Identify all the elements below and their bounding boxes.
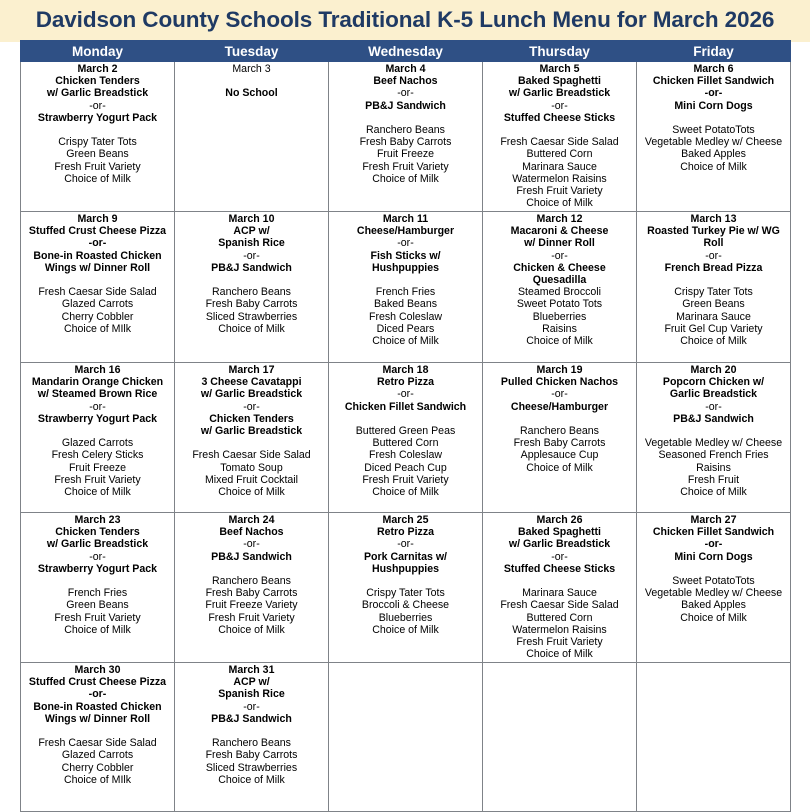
side-item: Fruit Freeze Variety — [205, 599, 298, 612]
spacer — [175, 437, 328, 449]
day-cell — [329, 62, 483, 212]
day-cell — [329, 212, 483, 363]
side-item: Choice of Milk — [218, 773, 285, 786]
entree-item: Chicken Tenders w/ Garlic Breadstick — [46, 526, 149, 551]
spacer — [329, 112, 482, 124]
spacer — [21, 425, 174, 437]
entree-item: ACP w/ Spanish Rice — [218, 676, 285, 701]
side-item: Fresh Baby Carrots — [359, 136, 452, 149]
spacer — [637, 563, 790, 575]
entree-item: PB&J Sandwich — [211, 712, 292, 725]
side-item: Watermelon Raisins — [512, 623, 607, 636]
side-item: Fresh Caesar Side Salad — [500, 599, 619, 612]
side-item: Fresh Fruit Variety — [54, 160, 141, 173]
entree-item: Strawberry Yogurt Pack — [37, 111, 158, 124]
or-separator: -or- — [551, 99, 568, 112]
or-separator: -or- — [397, 87, 414, 100]
or-separator: -or- — [243, 700, 260, 713]
entree-item: -or- — [88, 237, 107, 250]
day-cell — [21, 663, 175, 812]
side-item: Fresh Fruit Variety — [362, 160, 449, 173]
side-item: Green Beans — [66, 599, 129, 612]
side-item: Tomato Soup — [220, 461, 283, 474]
day-date: March 5 — [539, 63, 580, 75]
entree-item: ACP w/ Spanish Rice — [218, 225, 285, 250]
side-item: Fruit Freeze — [68, 461, 127, 474]
side-item: Cherry Cobbler — [61, 761, 134, 774]
weekday-header: Friday — [637, 41, 791, 62]
day-date: March 3 — [232, 63, 271, 75]
entree-item: Chicken Fillet Sandwich — [652, 75, 775, 88]
side-item: Fresh Caesar Side Salad — [38, 286, 157, 299]
entree-item: 3 Cheese Cavatappi w/ Garlic Breadstick — [200, 376, 303, 401]
side-item: Vegetable Medley w/ Cheese — [644, 437, 783, 450]
or-separator: -or- — [243, 249, 260, 262]
day-date: March 16 — [74, 364, 121, 376]
side-item: Ranchero Beans — [366, 124, 445, 136]
or-separator: -or- — [705, 249, 722, 262]
spacer — [21, 274, 174, 286]
entree-item: PB&J Sandwich — [211, 550, 292, 563]
entree-item: Chicken Tenders w/ Garlic Breadstick — [200, 412, 303, 438]
side-item: Choice of Milk — [64, 486, 131, 499]
side-item: Green Beans — [66, 148, 129, 161]
spacer — [21, 575, 174, 587]
spacer — [329, 274, 482, 286]
or-separator: -or- — [89, 99, 106, 112]
week-row — [21, 663, 791, 812]
side-item: Blueberries — [532, 310, 587, 323]
entree-item: Retro Pizza — [376, 526, 435, 539]
entree-item: -or- — [704, 87, 723, 100]
entree-item: Chicken Fillet Sandwich — [652, 526, 775, 539]
side-item: Glazed Carrots — [61, 437, 134, 450]
day-date: March 12 — [536, 213, 583, 225]
entree-item: Beef Nachos — [373, 75, 438, 88]
weekday-header: Thursday — [483, 41, 637, 62]
entree-item: Baked Spaghetti w/ Garlic Breadstick — [508, 526, 611, 551]
spacer — [483, 413, 636, 425]
side-item: Choice of MIlk — [63, 773, 132, 786]
day-cell — [329, 363, 483, 513]
day-date: March 13 — [690, 213, 737, 225]
side-item: Fresh Fruit — [687, 473, 740, 486]
side-item: Fruit Gel Cup Variety — [664, 322, 763, 335]
side-item: French Fries — [67, 587, 128, 600]
entree-item: Retro Pizza — [376, 376, 435, 389]
side-item: Blueberries — [378, 611, 433, 624]
entree-item: Baked Spaghetti w/ Garlic Breadstick — [508, 75, 611, 100]
day-date: March 24 — [228, 514, 275, 526]
side-item: Sliced Strawberries — [205, 310, 298, 323]
side-item: Baked Beans — [373, 298, 438, 311]
side-item: Marinara Sauce — [522, 587, 597, 600]
side-item: Choice of Milk — [680, 160, 747, 173]
day-date: March 9 — [77, 213, 118, 225]
day-cell — [637, 212, 791, 363]
side-item: Crispy Tater Tots — [366, 587, 445, 600]
side-item: Sliced Strawberries — [205, 761, 298, 774]
side-item: Buttered Corn — [372, 437, 439, 450]
side-item: Fresh Fruit Variety — [54, 473, 141, 486]
menu-calendar — [20, 40, 791, 812]
side-item: Steamed Broccoli — [517, 286, 602, 299]
side-item: Seasoned French Fries — [658, 449, 769, 462]
page-title: Davidson County Schools Traditional K-5 Lunch Menu for March 2026 — [35, 7, 775, 32]
side-item: Fresh Baby Carrots — [205, 749, 298, 762]
spacer — [175, 725, 328, 737]
side-item: Choice of Milk — [526, 461, 593, 474]
side-item: French Fries — [375, 286, 436, 299]
side-item: Applesauce Cup — [520, 449, 599, 462]
side-item: Choice of MIlk — [63, 322, 132, 335]
side-item: Diced Pears — [376, 322, 435, 335]
entree-item: Bone-in Roasted Chicken Wings w/ Dinner Roll — [33, 700, 162, 725]
day-cell — [637, 363, 791, 513]
side-item: Crispy Tater Tots — [674, 286, 753, 299]
or-separator: -or- — [89, 550, 106, 563]
entree-item: Strawberry Yogurt Pack — [37, 412, 158, 425]
side-item: Fresh Coleslaw — [368, 449, 442, 462]
side-item: Fresh Caesar Side Salad — [38, 737, 157, 750]
side-item: Choice of Milk — [218, 322, 285, 335]
side-item: Fresh Coleslaw — [368, 310, 442, 323]
side-item: Choice of Milk — [218, 486, 285, 499]
entree-item: Stuffed Crust Cheese Pizza — [28, 676, 167, 689]
side-item: Sweet PotatoTots — [672, 124, 755, 136]
entree-item: Mandarin Orange Chicken w/ Steamed Brown Rice — [31, 376, 164, 401]
empty-day-cell — [637, 663, 791, 812]
empty-day-cell — [329, 663, 483, 812]
week-row — [21, 363, 791, 513]
side-item: Choice of Milk — [526, 648, 593, 661]
day-date: March 4 — [385, 63, 426, 75]
day-date: March 18 — [382, 364, 429, 376]
entree-item: PB&J Sandwich — [673, 412, 754, 425]
entree-item: Stuffed Crust Cheese Pizza — [28, 225, 167, 238]
day-cell — [175, 212, 329, 363]
side-item: Crispy Tater Tots — [58, 136, 137, 149]
side-item: Choice of Milk — [680, 611, 747, 624]
entree-item: No School — [225, 87, 278, 100]
spacer — [637, 112, 790, 124]
side-item: Choice of Milk — [372, 623, 439, 636]
day-date: March 2 — [77, 63, 118, 75]
day-date: March 6 — [693, 63, 734, 75]
day-date: March 25 — [382, 514, 429, 526]
side-item: Green Beans — [682, 298, 745, 311]
spacer — [483, 575, 636, 587]
entree-item: Stuffed Cheese Sticks — [503, 111, 616, 124]
day-cell — [637, 513, 791, 663]
day-date: March 17 — [228, 364, 275, 376]
entree-item: Chicken Fillet Sandwich — [344, 400, 467, 413]
entree-item: Fish Sticks w/ Hushpuppies — [370, 249, 441, 274]
side-item: Glazed Carrots — [61, 298, 134, 311]
side-item: Fruit Freeze — [376, 148, 435, 161]
day-date: March 11 — [382, 213, 429, 225]
or-separator: -or- — [705, 400, 722, 413]
or-separator: -or- — [551, 550, 568, 563]
day-date: March 19 — [536, 364, 583, 376]
side-item: Glazed Carrots — [61, 749, 134, 762]
entree-item: PB&J Sandwich — [211, 261, 292, 274]
day-cell — [175, 62, 329, 212]
side-item: Vegetable Medley w/ Cheese — [644, 587, 783, 600]
spacer — [175, 75, 328, 87]
or-separator: -or- — [243, 538, 260, 551]
side-item: Raisins — [542, 322, 577, 335]
entree-item: Popcorn Chicken w/ Garlic Breadstick — [662, 376, 765, 401]
side-item: Fresh Fruit Variety — [362, 473, 449, 486]
side-item: Ranchero Beans — [212, 286, 291, 299]
side-item: Baked Apples — [681, 148, 746, 161]
spacer — [329, 575, 482, 587]
side-item: Marinara Sauce — [676, 310, 751, 323]
entree-item: Mini Corn Dogs — [674, 99, 753, 112]
side-item: Mixed Fruit Cocktail — [204, 473, 298, 486]
side-item: Choice of Milk — [218, 623, 285, 636]
entree-item: Mini Corn Dogs — [674, 550, 753, 563]
day-date: March 20 — [690, 364, 737, 376]
day-cell — [483, 62, 637, 212]
side-item: Fresh Baby Carrots — [205, 587, 298, 600]
day-date: March 23 — [74, 514, 121, 526]
side-item: Raisins — [696, 461, 731, 474]
side-item: Fresh Celery Sticks — [51, 449, 144, 462]
side-item: Choice of Milk — [526, 197, 593, 210]
spacer — [175, 274, 328, 286]
side-item: Choice of Milk — [64, 623, 131, 636]
week-row — [21, 212, 791, 363]
side-item: Ranchero Beans — [212, 575, 291, 587]
week-row — [21, 62, 791, 212]
entree-item: Bone-in Roasted Chicken Wings w/ Dinner Roll — [33, 249, 162, 274]
or-separator: -or- — [551, 249, 568, 262]
week-row — [21, 513, 791, 663]
day-cell — [21, 62, 175, 212]
day-cell — [483, 513, 637, 663]
entree-item: Chicken & Cheese Quesadilla — [513, 261, 606, 287]
side-item: Choice of Milk — [372, 335, 439, 348]
side-item: Choice of Milk — [526, 335, 593, 348]
day-cell — [21, 513, 175, 663]
side-item: Ranchero Beans — [212, 737, 291, 750]
empty-day-cell — [483, 663, 637, 812]
side-item: Watermelon Raisins — [512, 172, 607, 185]
side-item: Fresh Fruit Variety — [208, 611, 295, 624]
entree-item: Roasted Turkey Pie w/ WG Roll — [647, 225, 780, 250]
side-item: Ranchero Beans — [520, 425, 599, 437]
or-separator: -or- — [551, 388, 568, 401]
day-date: March 31 — [228, 664, 275, 676]
entree-item: -or- — [704, 538, 723, 551]
side-item: Fresh Fruit Variety — [516, 636, 603, 649]
entree-item: PB&J Sandwich — [365, 99, 446, 112]
day-cell — [483, 212, 637, 363]
weekday-header: Tuesday — [175, 41, 329, 62]
entree-item: French Bread Pizza — [664, 261, 763, 274]
side-item: Sweet Potato Tots — [516, 298, 603, 311]
side-item: Vegetable Medley w/ Cheese — [644, 136, 783, 149]
side-item: Choice of Milk — [680, 335, 747, 348]
entree-item: Chicken Tenders w/ Garlic Breadstick — [46, 75, 149, 100]
entree-item: Cheese/Hamburger — [356, 225, 455, 238]
side-item: Buttered Green Peas — [355, 425, 456, 437]
side-item: Choice of Milk — [372, 172, 439, 185]
entree-item: Pork Carnitas w/ Hushpuppies — [363, 550, 447, 575]
side-item: Fresh Caesar Side Salad — [500, 136, 619, 149]
spacer — [329, 413, 482, 425]
spacer — [21, 124, 174, 136]
side-item: Cherry Cobbler — [61, 310, 134, 323]
entree-item: Macaroni & Cheese w/ Dinner Roll — [510, 225, 609, 250]
side-item: Buttered Corn — [526, 611, 593, 624]
spacer — [637, 425, 790, 437]
or-separator: -or- — [243, 400, 260, 413]
spacer — [21, 725, 174, 737]
day-date: March 30 — [74, 664, 121, 676]
entree-item: -or- — [88, 688, 107, 701]
day-cell — [175, 513, 329, 663]
side-item: Choice of Milk — [64, 172, 131, 185]
day-date: March 26 — [536, 514, 583, 526]
entree-item: Beef Nachos — [219, 526, 284, 539]
entree-item: Pulled Chicken Nachos — [500, 376, 619, 389]
weekday-header: Wednesday — [329, 41, 483, 62]
day-cell — [175, 363, 329, 513]
side-item: Fresh Baby Carrots — [513, 437, 606, 450]
side-item: Fresh Fruit Variety — [54, 611, 141, 624]
day-cell — [637, 62, 791, 212]
entree-item: Strawberry Yogurt Pack — [37, 562, 158, 575]
weekday-header: Monday — [21, 41, 175, 62]
day-date: March 10 — [228, 213, 275, 225]
or-separator: -or- — [397, 388, 414, 401]
or-separator: -or- — [397, 538, 414, 551]
side-item: Fresh Fruit Variety — [516, 185, 603, 198]
or-separator: -or- — [397, 237, 414, 250]
spacer — [175, 563, 328, 575]
day-cell — [175, 663, 329, 812]
day-cell — [483, 363, 637, 513]
entree-item: Cheese/Hamburger — [510, 400, 609, 413]
side-item: Choice of Milk — [372, 486, 439, 499]
day-date: March 27 — [690, 514, 737, 526]
or-separator: -or- — [89, 400, 106, 413]
side-item: Diced Peach Cup — [364, 461, 447, 474]
side-item: Broccoli & Cheese — [361, 599, 450, 612]
weekday-header-row — [21, 41, 791, 62]
spacer — [483, 124, 636, 136]
day-cell — [21, 363, 175, 513]
side-item: Buttered Corn — [526, 148, 593, 161]
side-item: Sweet PotatoTots — [672, 575, 755, 587]
side-item: Choice of Milk — [680, 486, 747, 499]
side-item: Fresh Baby Carrots — [205, 298, 298, 311]
day-cell — [329, 513, 483, 663]
day-cell — [21, 212, 175, 363]
side-item: Marinara Sauce — [522, 160, 597, 173]
spacer — [637, 274, 790, 286]
side-item: Fresh Caesar Side Salad — [192, 449, 311, 462]
side-item: Baked Apples — [681, 599, 746, 612]
entree-item: Stuffed Cheese Sticks — [503, 562, 616, 575]
